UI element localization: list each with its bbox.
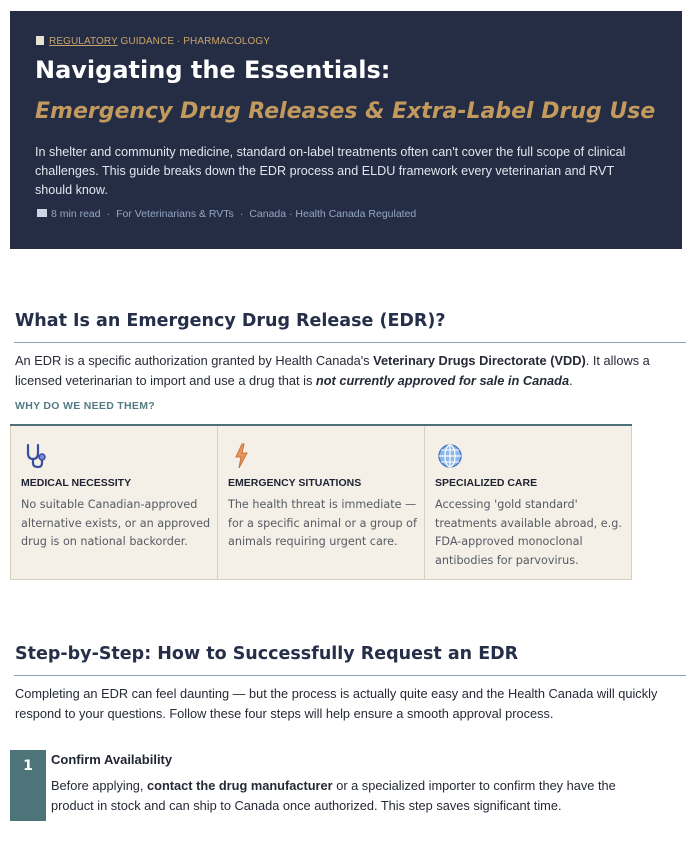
meta-separator: · [106,208,111,220]
intro-text: . [569,372,573,388]
page-title: Navigating the Essentials: [35,56,391,84]
why-label: WHY DO WE NEED THEM? [15,400,155,412]
reason-cards [10,424,632,580]
lightning-icon [230,442,256,470]
section-divider [14,342,686,343]
category-kicker [36,36,270,47]
step-number: 1 [23,758,33,774]
card-specialized-care [425,426,632,580]
steps-intro-paragraph: Completing an EDR can feel daunting — but the process is actually quite easy and the Health Canada will quickly respond to your questions. Follow these four steps will help ensure a smooth approval process. [15,686,658,721]
step-number-badge [10,750,46,821]
hero-lead-paragraph: In shelter and community medicine, standard on-label treatments often can't cover the full scope of clinical challenges. This guide breaks down the EDR process and ELDU framework every veterinarian and RVT should know. [35,145,626,197]
region: Canada · Health Canada Regulated [249,208,417,220]
hero-banner [10,11,682,249]
intro-text: . It allows a licensed veterinarian to import and use a drug that is [15,353,650,388]
card-title: MEDICAL NECESSITY [21,477,132,489]
globe-icon [437,442,463,470]
card-text: No suitable Canadian-approved alternative exists, or an approved drug is on national backorder. [21,498,211,548]
card-emergency-situations [218,426,425,580]
kicker-regulatory-link[interactable]: REGULATORY [49,36,118,47]
kicker-rest: GUIDANCE · PHARMACOLOGY [117,36,271,47]
card-title: SPECIALIZED CARE [435,477,538,489]
card-title: EMERGENCY SITUATIONS [228,477,362,489]
card-text: Accessing 'gold standard' treatments available abroad, e.g. FDA-approved monoclonal antibodies for parvovirus. [435,498,622,567]
section-divider [14,675,686,676]
step-item [10,750,682,822]
not-approved-emphasis: not currently approved for sale in Canada [315,372,570,388]
intro-text: An EDR is a specific authorization granted by Health Canada's [15,353,374,368]
edr-intro-paragraph [15,351,680,390]
article-meta [37,208,416,220]
step-text-part: Before applying, [51,778,148,793]
step-title: Confirm Availability [51,752,173,767]
stethoscope-icon [23,442,49,470]
step-text [51,776,651,816]
page-subtitle: Emergency Drug Releases & Extra-Label Drug Use [35,99,656,124]
read-time: 8 min read [51,208,101,220]
card-text: The health threat is immediate — for a specific animal or a group of animals requiring urgent care. [228,498,417,548]
section-heading-edr: What Is an Emergency Drug Release (EDR)? [15,311,446,331]
audience: For Veterinarians & RVTs [116,208,234,220]
document-icon [36,36,44,45]
book-icon [37,209,47,217]
card-medical-necessity [10,426,218,580]
step-text-emphasis: contact the drug manufacturer [147,778,333,793]
vdd-emphasis: Veterinary Drugs Directorate (VDD) [373,353,586,368]
meta-separator: · [239,208,244,220]
step-text-part: or a specialized importer to confirm they have the product in stock and can ship to Canada once authorized. This step saves significant time. [51,778,616,813]
section-heading-steps: Step-by-Step: How to Successfully Request an EDR [15,644,519,664]
